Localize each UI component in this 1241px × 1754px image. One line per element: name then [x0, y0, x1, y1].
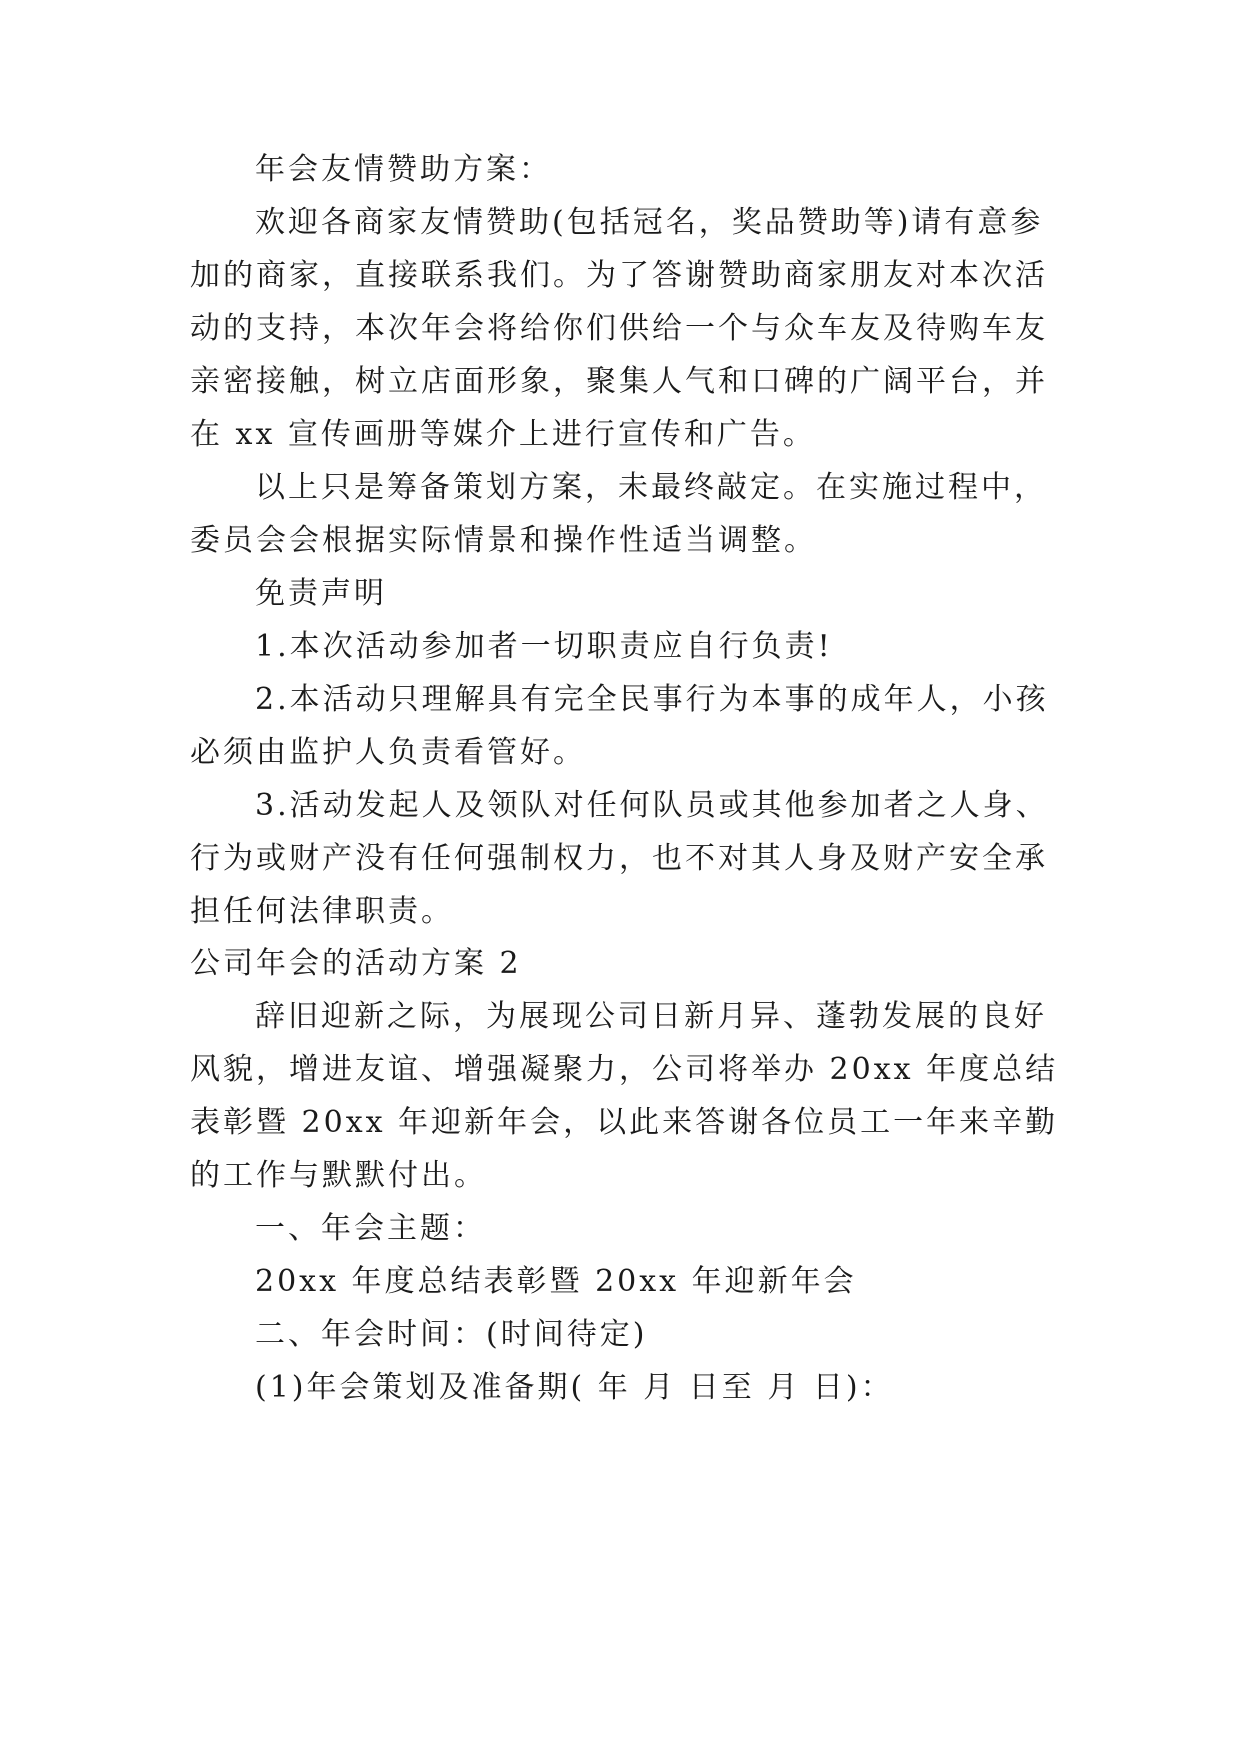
paragraph-line: 加的商家，直接联系我们。为了答谢赞助商家朋友对本次活	[190, 258, 1048, 293]
subsection-heading: 一、年会主题：	[255, 1211, 486, 1246]
paragraph-line: 辞旧迎新之际，为展现公司日新月异、蓬勃发展的良好	[255, 999, 1047, 1034]
paragraph-line: 行为或财产没有任何强制权力，也不对其人身及财产安全承	[190, 841, 1048, 876]
paragraph-line: 表彰暨 20xx 年迎新年会，以此来答谢各位员工一年来辛勤	[190, 1105, 1059, 1140]
disclaimer-item: 1.本次活动参加者一切职责应自行负责!	[255, 629, 833, 664]
paragraph-line: (1)年会策划及准备期( 年 月 日至 月 日)：	[255, 1370, 894, 1405]
paragraph-line: 亲密接触，树立店面形象，聚集人气和口碑的广阔平台，并	[190, 364, 1048, 399]
section-title: 公司年会的活动方案 2	[190, 946, 522, 981]
subsection-heading: 二、年会时间：(时间待定)	[255, 1317, 648, 1352]
paragraph-line: 委员会会根据实际情景和操作性适当调整。	[190, 523, 817, 558]
paragraph-line: 的工作与默默付出。	[190, 1158, 487, 1193]
sponsorship-heading: 年会友情赞助方案：	[255, 152, 552, 187]
paragraph-line: 欢迎各商家友情赞助(包括冠名，奖品赞助等)请有意参	[255, 205, 1044, 240]
disclaimer-item: 3.活动发起人及领队对任何队员或其他参加者之人身、	[255, 788, 1049, 823]
disclaimer-item: 2.本活动只理解具有完全民事行为本事的成年人，小孩	[255, 682, 1049, 717]
paragraph-line: 担任何法律职责。	[190, 894, 454, 929]
paragraph-line: 20xx 年度总结表彰暨 20xx 年迎新年会	[255, 1264, 857, 1299]
paragraph-line: 以上只是筹备策划方案，未最终敲定。在实施过程中，	[255, 470, 1047, 505]
disclaimer-heading: 免责声明	[255, 576, 387, 611]
paragraph-line: 动的支持，本次年会将给你们供给一个与众车友及待购车友	[190, 311, 1048, 346]
paragraph-line: 在 xx 宣传画册等媒介上进行宣传和广告。	[190, 417, 816, 452]
paragraph-line: 风貌，增进友谊、增强凝聚力，公司将举办 20xx 年度总结	[190, 1052, 1059, 1087]
paragraph-line: 必须由监护人负责看管好。	[190, 735, 586, 770]
